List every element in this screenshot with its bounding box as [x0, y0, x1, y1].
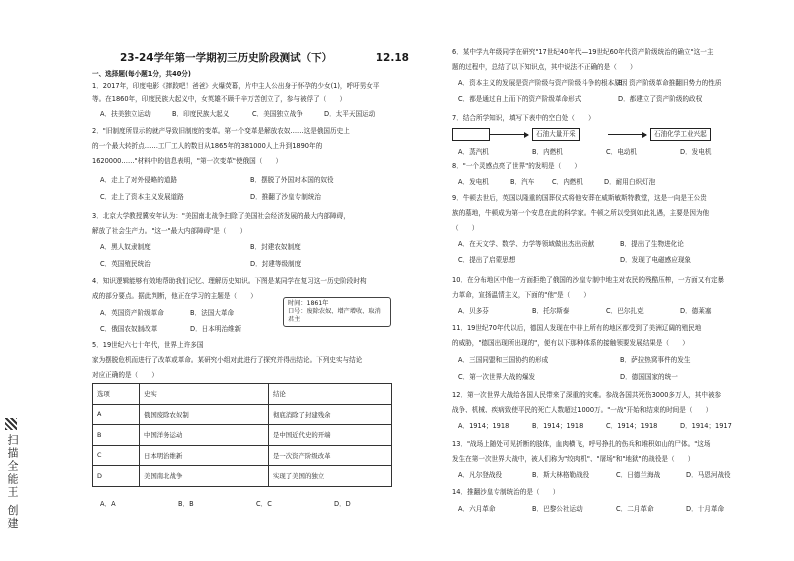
table-cell: 彻底消除了封建残余 [269, 404, 392, 425]
q13-option-d[interactable]: D．马恩河战役 [686, 471, 731, 479]
q2-option-b[interactable]: B．摆脱了外国对本国的奴役 [250, 176, 334, 184]
q7-flowchart [452, 124, 752, 144]
flow-box-oil: 石油大量开采 [532, 128, 580, 141]
q5-options [100, 500, 351, 508]
q12-option-c[interactable]: C．1914；1918 [606, 422, 658, 430]
scanner-watermark-text: 扫描全能王 创建 [6, 434, 19, 531]
table-row [93, 425, 392, 446]
q5-line-2: 家为摆脱危机而进行了改革或革命。某研究小组对此进行了探究并得出结论。下列史实与结论 [92, 356, 363, 364]
table-row [93, 466, 392, 487]
q3-options [100, 243, 301, 251]
q3-option-a[interactable]: A．黑人奴隶制度 [100, 243, 151, 251]
q2-options-2 [100, 193, 321, 201]
table-cell: C [93, 445, 140, 466]
q11-option-a[interactable]: A．三国同盟和三国协约的形成 [458, 356, 549, 364]
table-row [93, 445, 392, 466]
q10-option-b[interactable]: B．托尔斯泰 [532, 307, 570, 315]
exam-date: 12.18 [375, 52, 409, 64]
q9-option-d[interactable]: D．发现了电磁感应现象 [620, 256, 692, 264]
q14-options [458, 505, 724, 513]
q12-option-d[interactable]: D．1914；1917 [680, 422, 732, 430]
q13-option-b[interactable]: B．斯大林格勒战役 [532, 471, 590, 479]
q6-option-d[interactable]: D．都建立了资产阶级的政权 [618, 95, 703, 103]
q8-line-1: 8．"一个灵感点亮了世界"的发明是（ ） [452, 162, 581, 170]
knowledge-scroll [283, 297, 391, 327]
q10-options [458, 307, 711, 315]
q10-option-c[interactable]: C．巴尔扎克 [606, 307, 644, 315]
table-cell: 中国洋务运动 [140, 425, 269, 446]
q10-option-a[interactable]: A．贝多芬 [458, 307, 489, 315]
q2-option-a[interactable]: A．走上了对外侵略的道路 [100, 176, 178, 184]
scroll-line-2: 口号：废除农奴、增产增收、取消君主 [288, 308, 381, 323]
q8-option-a[interactable]: A．发电机 [458, 178, 489, 186]
q3-option-b[interactable]: B．封建农奴制度 [250, 243, 301, 251]
q4-options [100, 309, 234, 317]
section-heading: 一、选择题(每小题1分，共40分) [92, 70, 191, 78]
q10-option-d[interactable]: D．德莱塞 [680, 307, 712, 315]
q7-line-1: 7．结合所学知识，填写下表中的空白处（ ） [452, 114, 595, 122]
q5-line-3: 对应正确的是（ ） [92, 371, 158, 379]
q7-option-a[interactable]: A．蒸汽机 [458, 148, 489, 156]
flow-box-chemical: 石油化学工业兴起 [650, 128, 711, 141]
q13-line-2: 发生在第一次世界大战中，被人们称为"绞肉机"、"屠场"和"地狱"的战役是（ ） [452, 455, 695, 463]
q8-option-c[interactable]: C．内燃机 [552, 178, 583, 186]
q6-options-2 [458, 95, 702, 103]
table-cell: B [93, 425, 140, 446]
table-cell: A [93, 404, 140, 425]
q5-option-b[interactable]: B．B [178, 500, 194, 508]
q12-option-b[interactable]: B．1914；1918 [532, 422, 584, 430]
q4-line-2: 成的部分要点。据此判断，他正在学习的主题是（ ） [92, 292, 257, 300]
exam-title [120, 50, 409, 65]
q4-option-d[interactable]: D．日本明治维新 [190, 325, 242, 333]
q6-line-2: 题的过程中，总结了以下知识点，其中说法不正确的是（ ） [452, 63, 637, 71]
q9-option-b[interactable]: B．提出了生物进化论 [620, 240, 684, 248]
q1-line-2: 等。在1860年，印度民族大起义中，女英雄不顾千辛万苦创立了，参与被俘了（ ） [92, 95, 347, 103]
q9-line-3: （ ） [452, 224, 479, 232]
q8-options [458, 178, 655, 186]
table-header-row [93, 384, 392, 405]
q12-option-a[interactable]: A．1914；1918 [458, 422, 510, 430]
q2-line-3: 1620000……"材料中的信息表明，"第一次变革"使俄国（ ） [92, 157, 283, 165]
q1-option-a[interactable]: A．扶美独立运动 [100, 110, 151, 118]
q3-option-d[interactable]: D．封建等级制度 [250, 260, 302, 268]
q3-options-2 [100, 260, 301, 268]
scroll-line-1: 时间：1861年 [288, 300, 329, 307]
q9-line-2: 族的墓地，牛顿成为第一个安息在此的科学家。牛顿之所以受到如此礼遇，主要是因为他 [452, 209, 710, 217]
q11-options [458, 356, 690, 364]
q4-options-2 [100, 325, 241, 333]
q13-line-1: 13．"战场上随处可见折断的肢体，血肉横飞，呼号挣扎的伤兵和堆积如山的尸体。"这场 [452, 440, 711, 448]
qr-code-icon [5, 418, 17, 430]
q6-option-a[interactable]: A．资本主义的发展是资产阶级与资产阶级斗争的根本原因 [458, 79, 628, 87]
q5-option-a[interactable]: A．A [100, 500, 116, 508]
table-cell: 是中国近代史的开端 [269, 425, 392, 446]
table-cell: 美国南北战争 [140, 466, 269, 487]
q6-line-1: 6．某中学九年级同学在研究"17世纪40年代—19世纪60年代资产阶级统治的确立"这一主 [452, 48, 714, 56]
flow-arrow-icon [490, 134, 528, 135]
table-header-cell: 史实 [140, 384, 269, 405]
q7-option-d[interactable]: D．发电机 [680, 148, 712, 156]
q14-option-a[interactable]: A．六月革命 [458, 505, 496, 513]
table-header-cell: 选项 [93, 384, 140, 405]
q11-line-2: 的威胁，"德国出现所出现的"，便有以下那种体系的接触领要发展结果是（ ） [452, 339, 689, 347]
q9-option-c[interactable]: C．提出了启蒙思想 [458, 256, 516, 264]
table-cell: 是一次资产阶级改革 [269, 445, 392, 466]
q6-option-c[interactable]: C．都是通过自上而下的资产阶级革命形式 [458, 95, 582, 103]
q4-line-1: 4．知识逻辑能够有效地帮助我们记忆、理解历史知识。下图是某同学在复习这一历史阶段时构 [92, 277, 367, 285]
q10-line-2: 力革命，宣扬温情主义，下面的"他"是（ ） [452, 291, 590, 299]
q9-line-1: 9．牛顿去世后，英国以隆重的国葬仪式将他安葬在威斯敏斯特教堂，这是一向是王公贵 [452, 194, 707, 202]
q1-option-b[interactable]: B．印度民族大起义 [172, 110, 230, 118]
q11-options-2 [458, 373, 678, 381]
q4-option-c[interactable]: C．俄国农奴制改革 [100, 325, 158, 333]
q10-line-1: 10．在分布地区中他一方面拒绝了俄国的沙皇专制中地主对农民的残酷压榨，一方面又有定暴 [452, 276, 725, 284]
q14-option-c[interactable]: C．二月革命 [616, 505, 654, 513]
q11-option-d[interactable]: D．德国国家的统一 [620, 373, 678, 381]
q14-option-d[interactable]: D．十月革命 [686, 505, 725, 513]
q1-line-1: 1．2017年，印度电影《摔跤吧！爸爸》火爆荧幕，片中主人公出身于怀孕的少女(1)，呼吁男女平 [92, 82, 380, 90]
q4-option-a[interactable]: A．英国资产阶级革命 [100, 309, 164, 317]
q2-line-1: 2．"旧制度所显示的就产导致旧制度的变革。第一个变革是解放农奴……这是俄国历史上 [92, 127, 350, 135]
q2-option-d[interactable]: D．推翻了沙皇专制统治 [250, 193, 322, 201]
q7-option-c[interactable]: C．电动机 [606, 148, 637, 156]
q1-option-d[interactable]: D．太平天国运动 [324, 110, 376, 118]
table-cell: D [93, 466, 140, 487]
q7-option-b[interactable]: B．内燃机 [532, 148, 563, 156]
q2-options [100, 176, 334, 184]
q6-options [458, 79, 721, 87]
q5-option-d[interactable]: D．D [334, 500, 351, 508]
q11-option-c[interactable]: C．第一次世界大战的爆发 [458, 373, 536, 381]
q8-option-b[interactable]: B．汽车 [510, 178, 535, 186]
q9-options-2 [458, 256, 691, 264]
q11-option-b[interactable]: B．萨拉热窝事件的发生 [620, 356, 691, 364]
flow-arrow-icon [608, 134, 646, 135]
q1-option-c[interactable]: C．美国独立战争 [252, 110, 303, 118]
q1-options [100, 110, 375, 118]
table-cell: 日本明治维新 [140, 445, 269, 466]
q8-option-d[interactable]: D．耐用白炽灯泡 [604, 178, 656, 186]
q13-option-c[interactable]: C．日德兰海战 [616, 471, 661, 479]
q7-options [458, 148, 711, 156]
q3-line-1: 3．北京大学教授冀安年认为："美国南北战争扫除了美国社会经济发展的最大内部障碍， [92, 212, 350, 220]
q6-option-b[interactable]: B．资产阶级革命推翻旧势力的性质 [618, 79, 722, 87]
q4-option-b[interactable]: B．法国大革命 [190, 309, 235, 317]
q12-options [458, 422, 732, 430]
q2-option-c[interactable]: C．走上了资本主义发展道路 [100, 193, 184, 201]
q2-line-2: 的一个最大转折点……工厂工人的数目从1865年的381000人上升到1890年的 [92, 142, 323, 150]
q3-line-2: 解放了社会生产力。"这一"最大内部障碍"是（ ） [92, 227, 247, 235]
scanner-watermark [4, 418, 22, 548]
q11-line-1: 11．19世纪70年代以后，德国人发现在中非上所有的地区都受到了美洲辽阔的殖民地 [452, 324, 702, 332]
exam-title-text: 23-24学年第一学期初三历史阶段测试（下） [120, 52, 333, 64]
q12-line-2: 战争、机械、疾病致使平民的死亡人数超过1000万。"一战"开始和结束的时间是（ ） [452, 406, 713, 414]
q14-line-1: 14．推翻沙皇专制统治的是（ ） [452, 488, 560, 496]
q14-option-b[interactable]: B．巴黎公社运动 [532, 505, 583, 513]
table-cell: 实现了美国的独立 [269, 466, 392, 487]
q5-option-c[interactable]: C．C [256, 500, 272, 508]
table-header-cell: 结论 [269, 384, 392, 405]
q13-options [458, 471, 731, 479]
flow-blank-box [452, 128, 490, 141]
q13-option-a[interactable]: A．凡尔登战役 [458, 471, 503, 479]
q5-line-1: 5．19世纪六七十年代，世界上许多国 [92, 341, 204, 349]
q9-options [458, 240, 684, 248]
q5-table [92, 383, 392, 487]
q9-option-a[interactable]: A．在天文学、数学、力学等领域做出杰出贡献 [458, 240, 595, 248]
table-cell: 俄国废除农奴制 [140, 404, 269, 425]
q12-line-1: 12．第一次世界大战给各国人民带来了深重的灾难。参战各国共死伤3000多万人，其中被参 [452, 391, 722, 399]
q3-option-c[interactable]: C．英国殖民统治 [100, 260, 151, 268]
table-row [93, 404, 392, 425]
